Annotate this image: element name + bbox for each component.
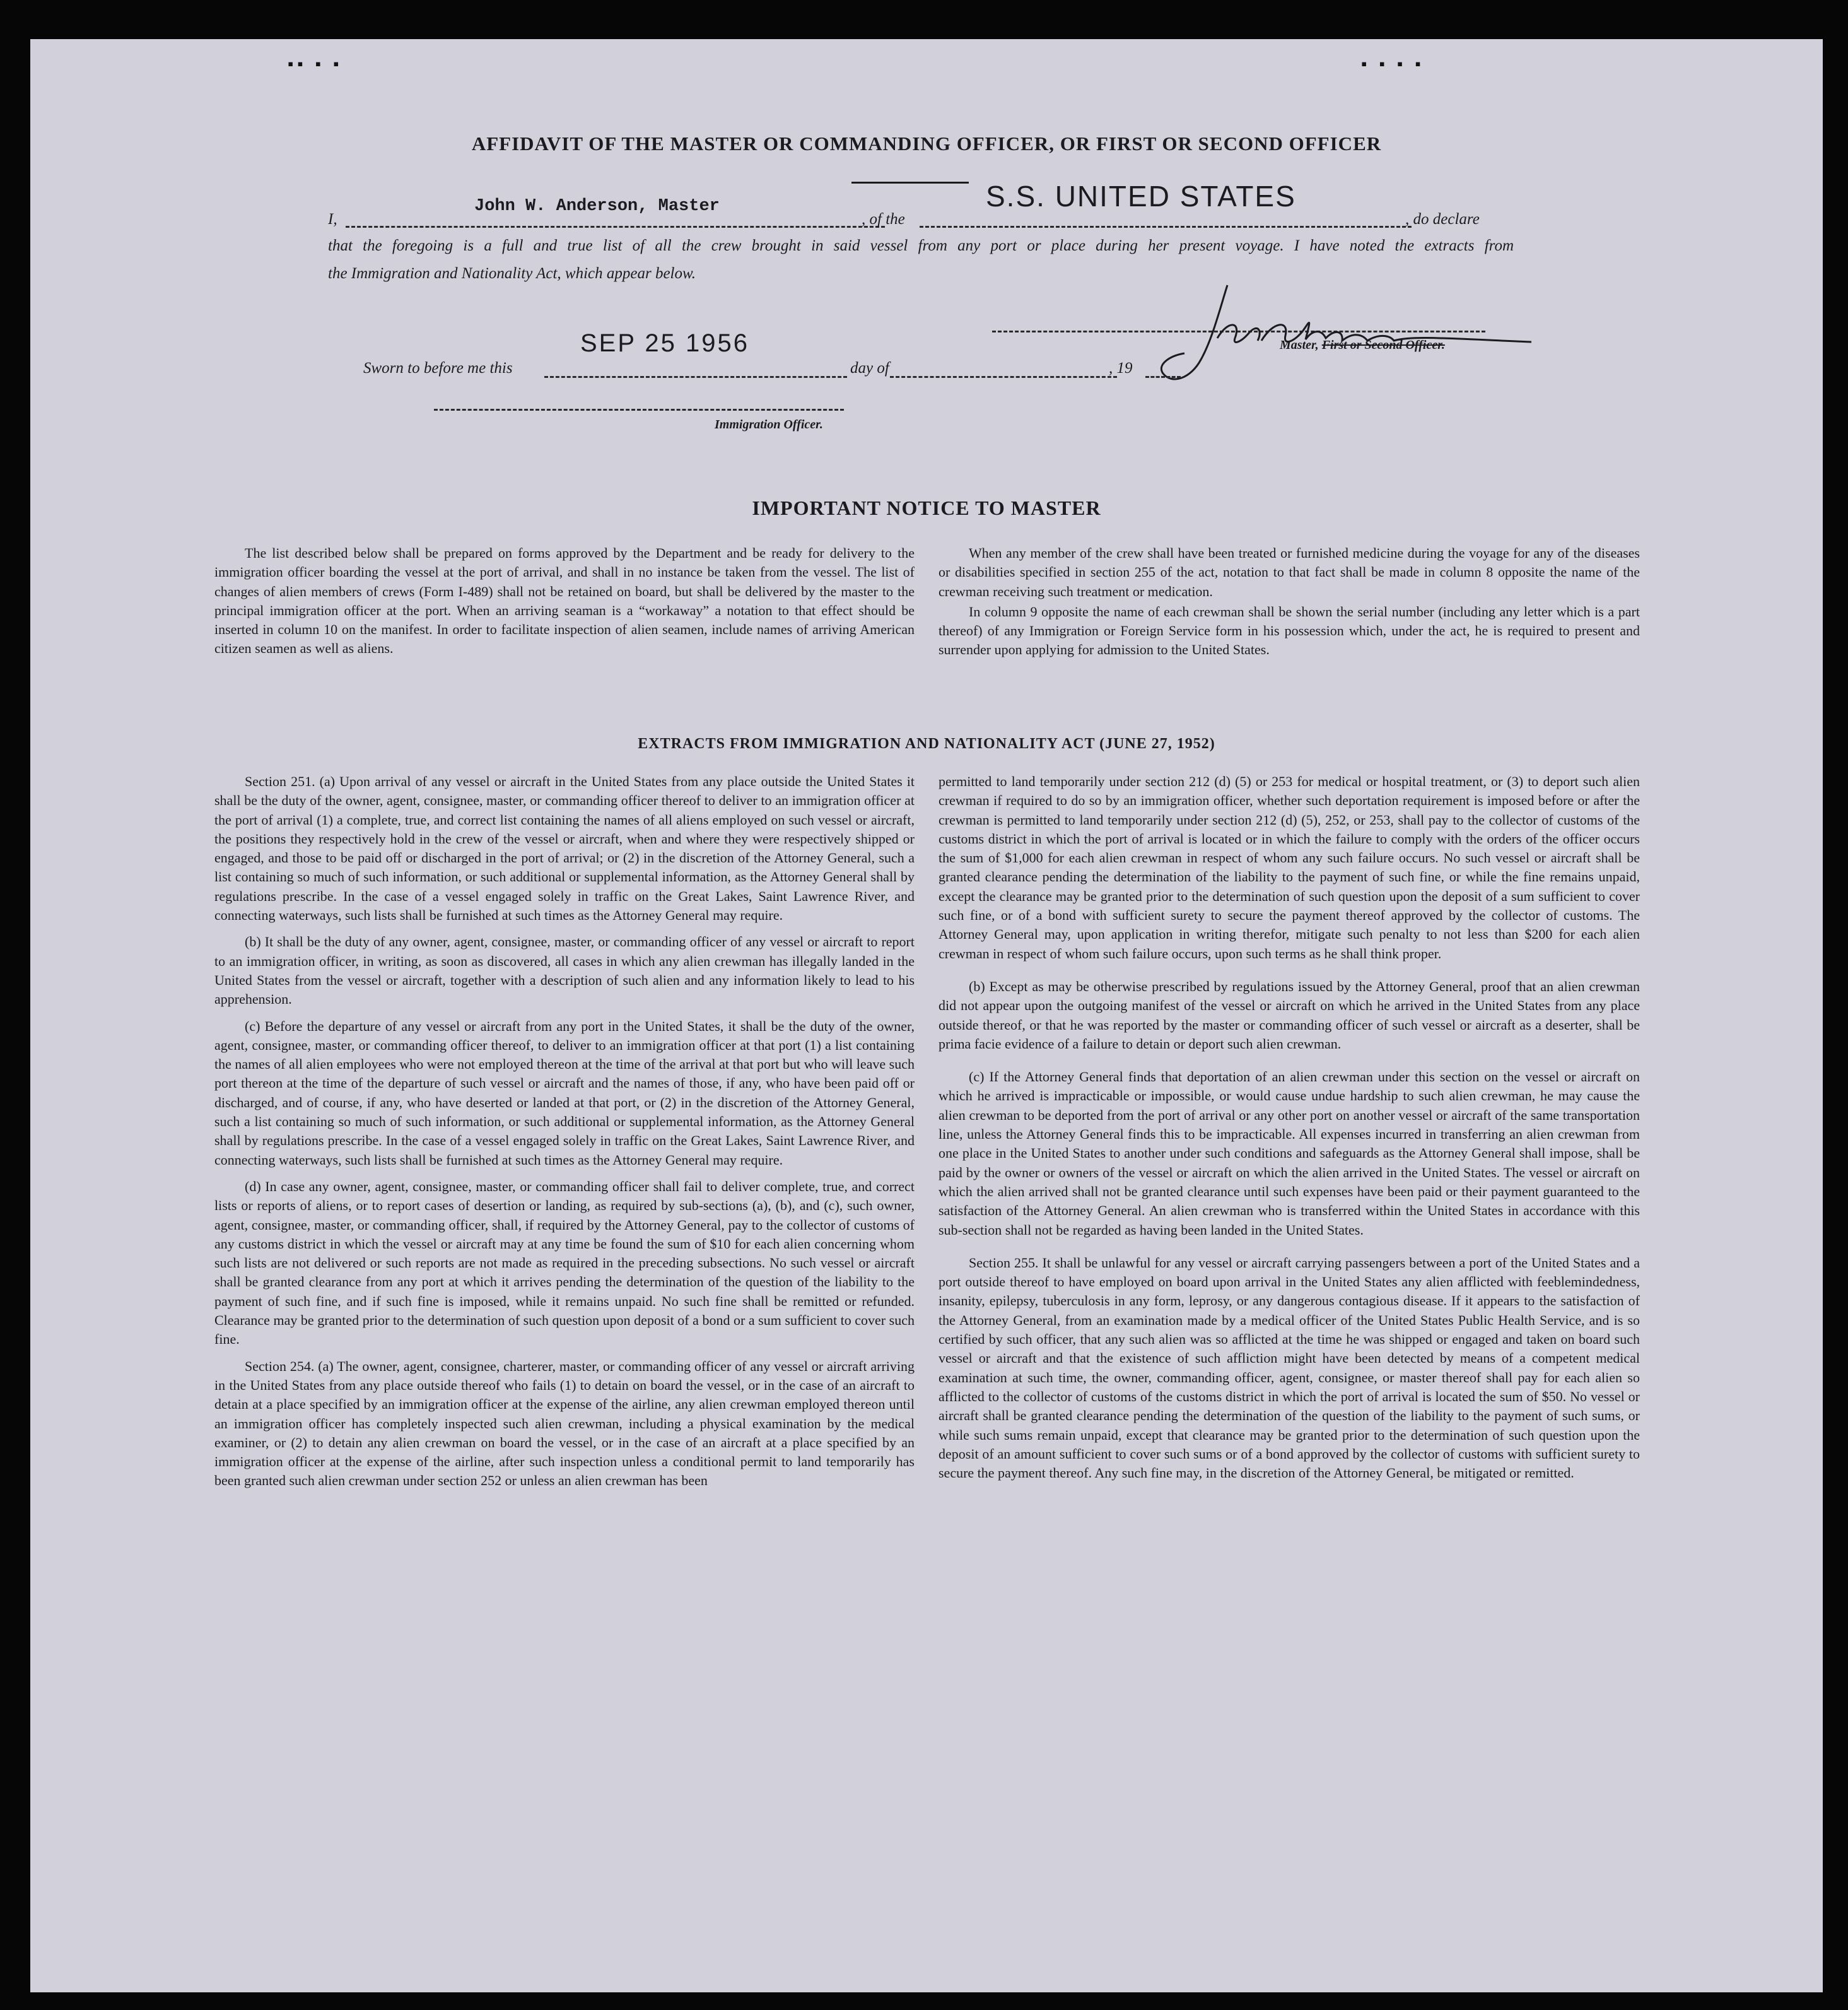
scan-speck: ▪▪ ▪ ▪ bbox=[288, 54, 343, 73]
extracts-title: EXTRACTS FROM IMMIGRATION AND NATIONALITY ACT (JUNE 27, 1952) bbox=[638, 736, 1215, 752]
act-section-paragraph: Section 255. It shall be unlawful for any vessel or aircraft carrying passengers between a port of the United States and a port outside thereof to have employed on board upon arrival in the United States any alien afflicted with feeblemindedness, insanity, epilepsy, tuberculosis in any form, leprosy, or any dangerous contagious disease. If it appears to the satisfaction of the Attorney General, from an examination made by a medical officer of the United States Public Health Service, and is so certified by such officer, that any such alien was so afflicted at the time he was shipped or engaged and taken on board such vessel or aircraft and that the existence of such affliction might have been detected by means of a competent medical examination at such time, the owner, commanding officer, agent, consignee, or master thereof shall pay for each alien so afflicted to the collector of customs of the customs district in which the port of arrival is located the sum of $50. No vessel or aircraft shall be granted clearance pending the determination of the question of the liability to the payment of such sums, or while such sums remain unpaid, except that clearance may be granted prior to the determination of such question upon the deposit of an amount sufficient to cover such sums or of a bond approved by the collector of customs with sufficient surety to secure the payment thereof. Any such fine may, in the discretion of the Attorney General, be mitigated or remitted. bbox=[939, 1254, 1640, 1481]
notice-paragraph: The list described below shall be prepared on forms approved by the Department and be ready for delivery to the immigration officer boarding the vessel at the port of arrival, and shall in no instance be taken from the vessel. The list of changes of alien members of crews (Form I-489) shall not be retained on board, but shall be delivered by the master to the principal immigration officer at the port. When an arriving seaman is a “workaway” a notation to that effect should be inserted in column 10 on the manifest. In order to facilitate inspection of alien seamen, include names of arriving American citizen seamen as well as aliens. bbox=[214, 545, 915, 657]
notice-title: IMPORTANT NOTICE TO MASTER bbox=[752, 497, 1101, 519]
vessel-line bbox=[920, 226, 1412, 228]
signature bbox=[1147, 278, 1563, 397]
year-prefix: , 19 bbox=[1109, 360, 1133, 377]
notice-paragraph: In column 9 opposite the name of each crewman shall be shown the serial number (including any letter which is a part thereof) of any Immigration or Foreign Service form in his possession which, under the act, he is required to present and surrender upon applying for admission to the United States. bbox=[939, 603, 1640, 658]
act-section-paragraph: permitted to land temporarily under section 212 (d) (5) or 253 for medical or hospital treatment, or (3) to deport such alien crewman if required to do so by an immigration officer, whether such deportation requirement is imposed before or after the crewman is permitted to land temporarily under section 212 (d) (5), 252, or 253, shall pay to the collector of customs of the customs district in which the port of arrival is located or in which the failure to comply with the orders of the officer occurs the sum of $1,000 for each alien crewman in respect of whom any such failure occurs. No such vessel or aircraft shall be granted clearance pending the determination of the liability to the payment of such fine, or while the fine remains unpaid, except the clearance may be granted prior to the determination of such question upon the deposit of a sum sufficient to cover such fine, or of a bond with sufficient surety to secure the payment thereof approved by the collector of customs. The Attorney General may, upon application in writing therefor, mitigate such penalty to not less than $200 for each alien crewman in respect of whom such failure occurs, upon such terms as he shall think proper. bbox=[939, 773, 1640, 961]
act-section-paragraph: (b) Except as may be otherwise prescribed by regulations issued by the Attorney General, proof that an alien crewman did not appear upon the outgoing manifest of the vessel or aircraft on which he arrived in the United States from any place outside thereof, or that he was reported by the master or commanding officer of such vessel or aircraft as a deserter, shall be prima facie evidence of a failure to detain or deport such alien crewman. bbox=[939, 978, 1640, 1052]
notice-left-column bbox=[214, 544, 915, 666]
name-line bbox=[346, 226, 885, 228]
sworn-day-line bbox=[544, 376, 847, 378]
vessel-stamp: S.S. UNITED STATES bbox=[986, 180, 1296, 213]
act-section-paragraph: (d) In case any owner, agent, consignee, master, or commanding officer shall fail to deliver complete, true, and correct lists or reports of aliens, or to report cases of desertion or landing, as required by sub-sections (a), (b), and (c), such owner, agent, consignee, master, or commanding officer, shall, if required by the Attorney General, pay to the collector of customs of any customs district in which the vessel or aircraft may at any time be found the sum of $10 for each alien concerning whom such lists are not delivered or such reports are not made as required in the preceding subsections. No such vessel or aircraft shall be granted clearance from any port at which it arrives pending the determination of the question of the liability to the payment of such fine, and if such fine is imposed, while it remains unpaid. No such fine shall be remitted or refunded. Clearance may be granted prior to the determination of such question upon deposit of a bond or a sum sufficient to cover such fine. bbox=[214, 1178, 915, 1348]
master-label bbox=[1280, 338, 1445, 353]
date-stamp: SEP 25 1956 bbox=[580, 329, 750, 357]
day-of-label: day of bbox=[850, 360, 889, 377]
i-label: I, bbox=[328, 211, 337, 228]
immigration-officer-label: Immigration Officer. bbox=[715, 418, 823, 432]
document-page bbox=[30, 39, 1823, 1992]
notice-paragraph: When any member of the crew shall have been treated or furnished medicine during the voyage for any of the diseases or disabilities specified in section 255 of the act, notation to that fact shall be made in column 8 opposite the name of the crewman receiving such treatment or medication. bbox=[939, 545, 1640, 599]
act-section-paragraph: (b) It shall be the duty of any owner, agent, consignee, master, or commanding officer of any vessel or aircraft to report to an immigration officer, in writing, as soon as discovered, all cases in which any alien crewman has illegally landed in the United States from the vessel or aircraft, together with a description of such alien and any information likely to lead to his apprehension. bbox=[214, 934, 915, 1008]
extracts-right-column bbox=[939, 772, 1640, 1490]
immigration-officer-line bbox=[434, 409, 844, 411]
master-label-text: Master, bbox=[1280, 338, 1319, 352]
declaration-line-1: that the foregoing is a full and true list of all the crew brought in said vessel from any port or place during her present voyage. I have noted the extracts from bbox=[328, 237, 1514, 254]
of-the-label: , of the bbox=[862, 211, 905, 228]
affidavit-title: AFFIDAVIT OF THE MASTER OR COMMANDING OFFICER, OR FIRST OR SECOND OFFICER bbox=[471, 132, 1382, 155]
title-rule bbox=[851, 182, 969, 184]
struck-officer-label: First or Second Officer. bbox=[1321, 338, 1445, 352]
act-section-paragraph: (c) Before the departure of any vessel or aircraft from any port in the United States, it shall be the duty of the owner, agent, consignee, master, or commanding officer thereof, to deliver to an immigration officer at that port (1) a list containing the names of all alien employees who were not employed thereon at the time of the arrival at that port but who will leave such port thereon at the time of the departure of such vessel or aircraft and the names of those, if any, who have been paid off or discharged, and of course, if any, who have deserted or landed at that port, or (2) in the discretion of the Attorney General, such a list containing so much of such information, or such additional or supplemental information, as the Attorney General shall by regulations prescribe. In the case of a vessel engaged solely in traffic on the Great Lakes, Saint Lawrence River, and connecting waterways, such lists shall be furnished at such times as the Attorney General may require. bbox=[214, 1018, 915, 1168]
act-section-paragraph: (c) If the Attorney General finds that deportation of an alien crewman under this section on the vessel or aircraft on which he arrived is impracticable or impossible, or would cause undue hardship to such alien crewman, he may cause the alien crewman to be deported from the port of arrival or any other port on another vessel or aircraft of the same transportation line, unless the Attorney General finds this to be impracticable. All expenses incurred in transferring an alien crewman from one place in the United States to another under such conditions and safeguards as the Attorney General shall impose, shall be paid by the owner or owners of the vessel or aircraft on which the alien arrived in the United States. The vessel or aircraft on which the alien arrived shall not be granted clearance until such expenses have been paid or their payment guaranteed to the satisfaction of the Attorney General. An alien crewman who is transferred within the United States in accordance with this sub-section shall not be regarded as having been landed in the United States. bbox=[939, 1069, 1640, 1238]
extracts-left-column bbox=[214, 772, 915, 1498]
act-section-paragraph: Section 254. (a) The owner, agent, consignee, charterer, master, or commanding officer of any vessel or aircraft arriving in the United States from any place outside thereof who fails (1) to detain on board the vessel, or in the case of an aircraft to detain at a place specified by an immigration officer at the expense of the airline, any alien crewman employed thereon until an immigration officer has completely inspected such alien crewman, including a physical examination by the medical examiner, or (2) to detain any alien crewman on board the vessel, or in the case of an aircraft at a place specified by an immigration officer at the expense of the airline, after such inspection unless a conditional permit to land temporarily has been granted such alien crewman under section 252 or unless an alien crewman has been bbox=[214, 1358, 915, 1489]
declaration-line-2: the Immigration and Nationality Act, which appear below. bbox=[328, 265, 696, 282]
month-line bbox=[890, 376, 1117, 378]
sworn-label: Sworn to before me this bbox=[363, 360, 513, 377]
year-line bbox=[1145, 376, 1181, 378]
notice-right-column bbox=[939, 544, 1640, 667]
act-section-paragraph: Section 251. (a) Upon arrival of any vessel or aircraft in the United States from any place outside the United States it shall be the duty of the owner, agent, consignee, master, or commanding officer thereof to deliver to an immigration officer at the port of arrival (1) a complete, true, and correct list containing the names of all aliens employed on such vessel or aircraft, the positions they respectively hold in the crew of the vessel or aircraft, when and where they were respectively shipped or engaged, and those to be paid off or discharged in the port of arrival; or (2) in the discretion of the Attorney General, such a list containing so much of such information, or such additional or supplemental information, as the Attorney General shall by regulations prescribe. In the case of a vessel engaged solely in traffic on the Great Lakes, Saint Lawrence River, and connecting waterways, such lists shall be furnished at such times as the Attorney General may require. bbox=[214, 773, 915, 924]
scan-speck: ▪ ▪ ▪ ▪ bbox=[1361, 54, 1425, 73]
do-declare-label: , do declare bbox=[1405, 211, 1480, 228]
master-name: John W. Anderson, Master bbox=[474, 197, 720, 216]
